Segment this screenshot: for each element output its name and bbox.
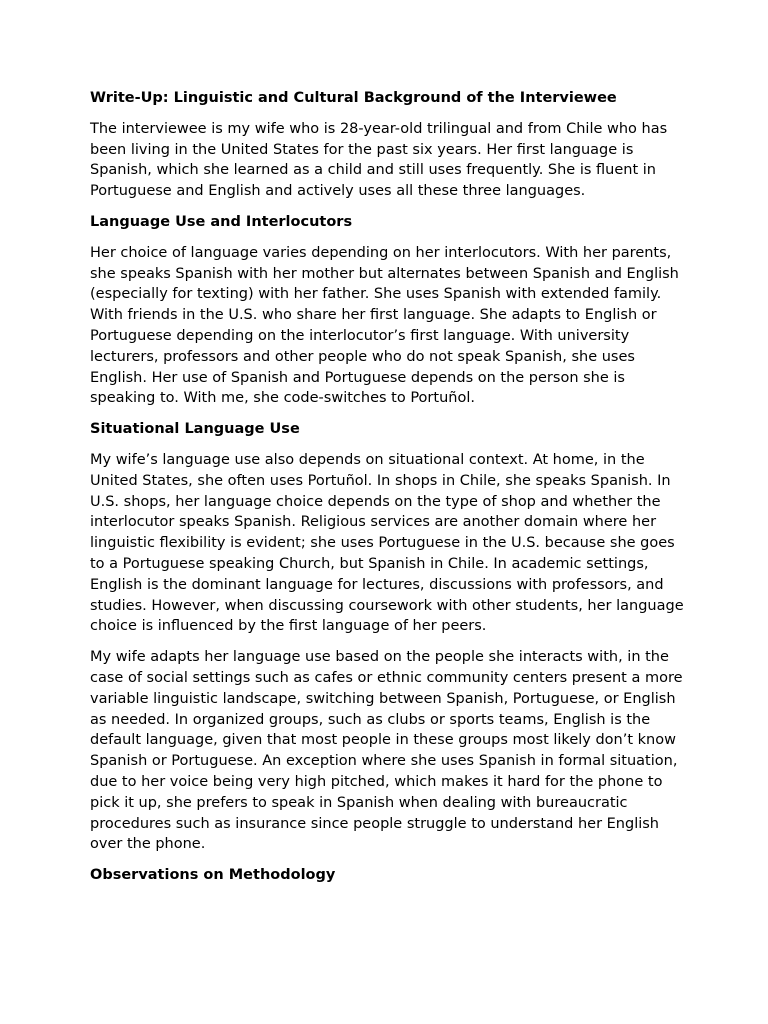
paragraph-language-use: Her choice of language varies depending on her interlocutors. With her parents, she speaks Spanish with her mother but alternates between Spanish and English (especially for texting) with her father. She uses Spanish with extended family. With friends in the U.S. who share her first language. She adapts to English or Portuguese depending on the interlocutor’s first language. With university lecturers, professors and other people who do not speak Spanish, she uses English. Her use of Spanish and Portuguese depends on the person she is speaking to. With me, she code-switches to Portuñol. bbox=[90, 244, 679, 407]
section-heading-language-use: Language Use and Interlocutors bbox=[90, 213, 353, 230]
section-heading-methodology: Observations on Methodology bbox=[90, 867, 336, 884]
paragraph-situational-2: My wife adapts her language use based on the people she interacts with, in the case of social settings such as cafes or ethnic community centers present a more variable linguistic landscape, switching between Spanish, Portuguese, or English as needed. In organized groups, such as clubs or sports teams, English is the default language, given that most people in these groups most likely don’t know Spanish or Portuguese. An exception where she uses Spanish in formal situation, due to her voice being very high pitched, which makes it hard for the phone to pick it up, she prefers to speak in Spanish when dealing with bureaucratic procedures such as insurance since people struggle to understand her English over the phone. bbox=[90, 649, 683, 853]
intro-paragraph: The interviewee is my wife who is 28-year-old trilingual and from Chile who has been living in the United States for the past six years. Her first language is Spanish, which she learned as a child and still uses frequently. She is fluent in Portuguese and English and actively uses all these three languages. bbox=[90, 120, 668, 200]
document-title: Write-Up: Linguistic and Cultural Background of the Interviewee bbox=[90, 90, 617, 106]
paragraph-situational-1: My wife’s language use also depends on situational context. At home, in the United States, she often uses Portuñol. In shops in Chile, she speaks Spanish. In U.S. shops, her language choice depends on the type of shop and whether the interlocutor speaks Spanish. Religious services are another domain where her linguistic flexibility is evident; she uses Portuguese in the U.S. because she goes to a Portuguese speaking Church, but Spanish in Chile. In academic settings, English is the dominant language for lectures, discussions with professors, and studies. However, when discussing coursework with other students, her language choice is influenced by the first language of her peers. bbox=[90, 451, 684, 635]
section-heading-situational: Situational Language Use bbox=[90, 421, 300, 438]
document-page bbox=[90, 88, 690, 886]
